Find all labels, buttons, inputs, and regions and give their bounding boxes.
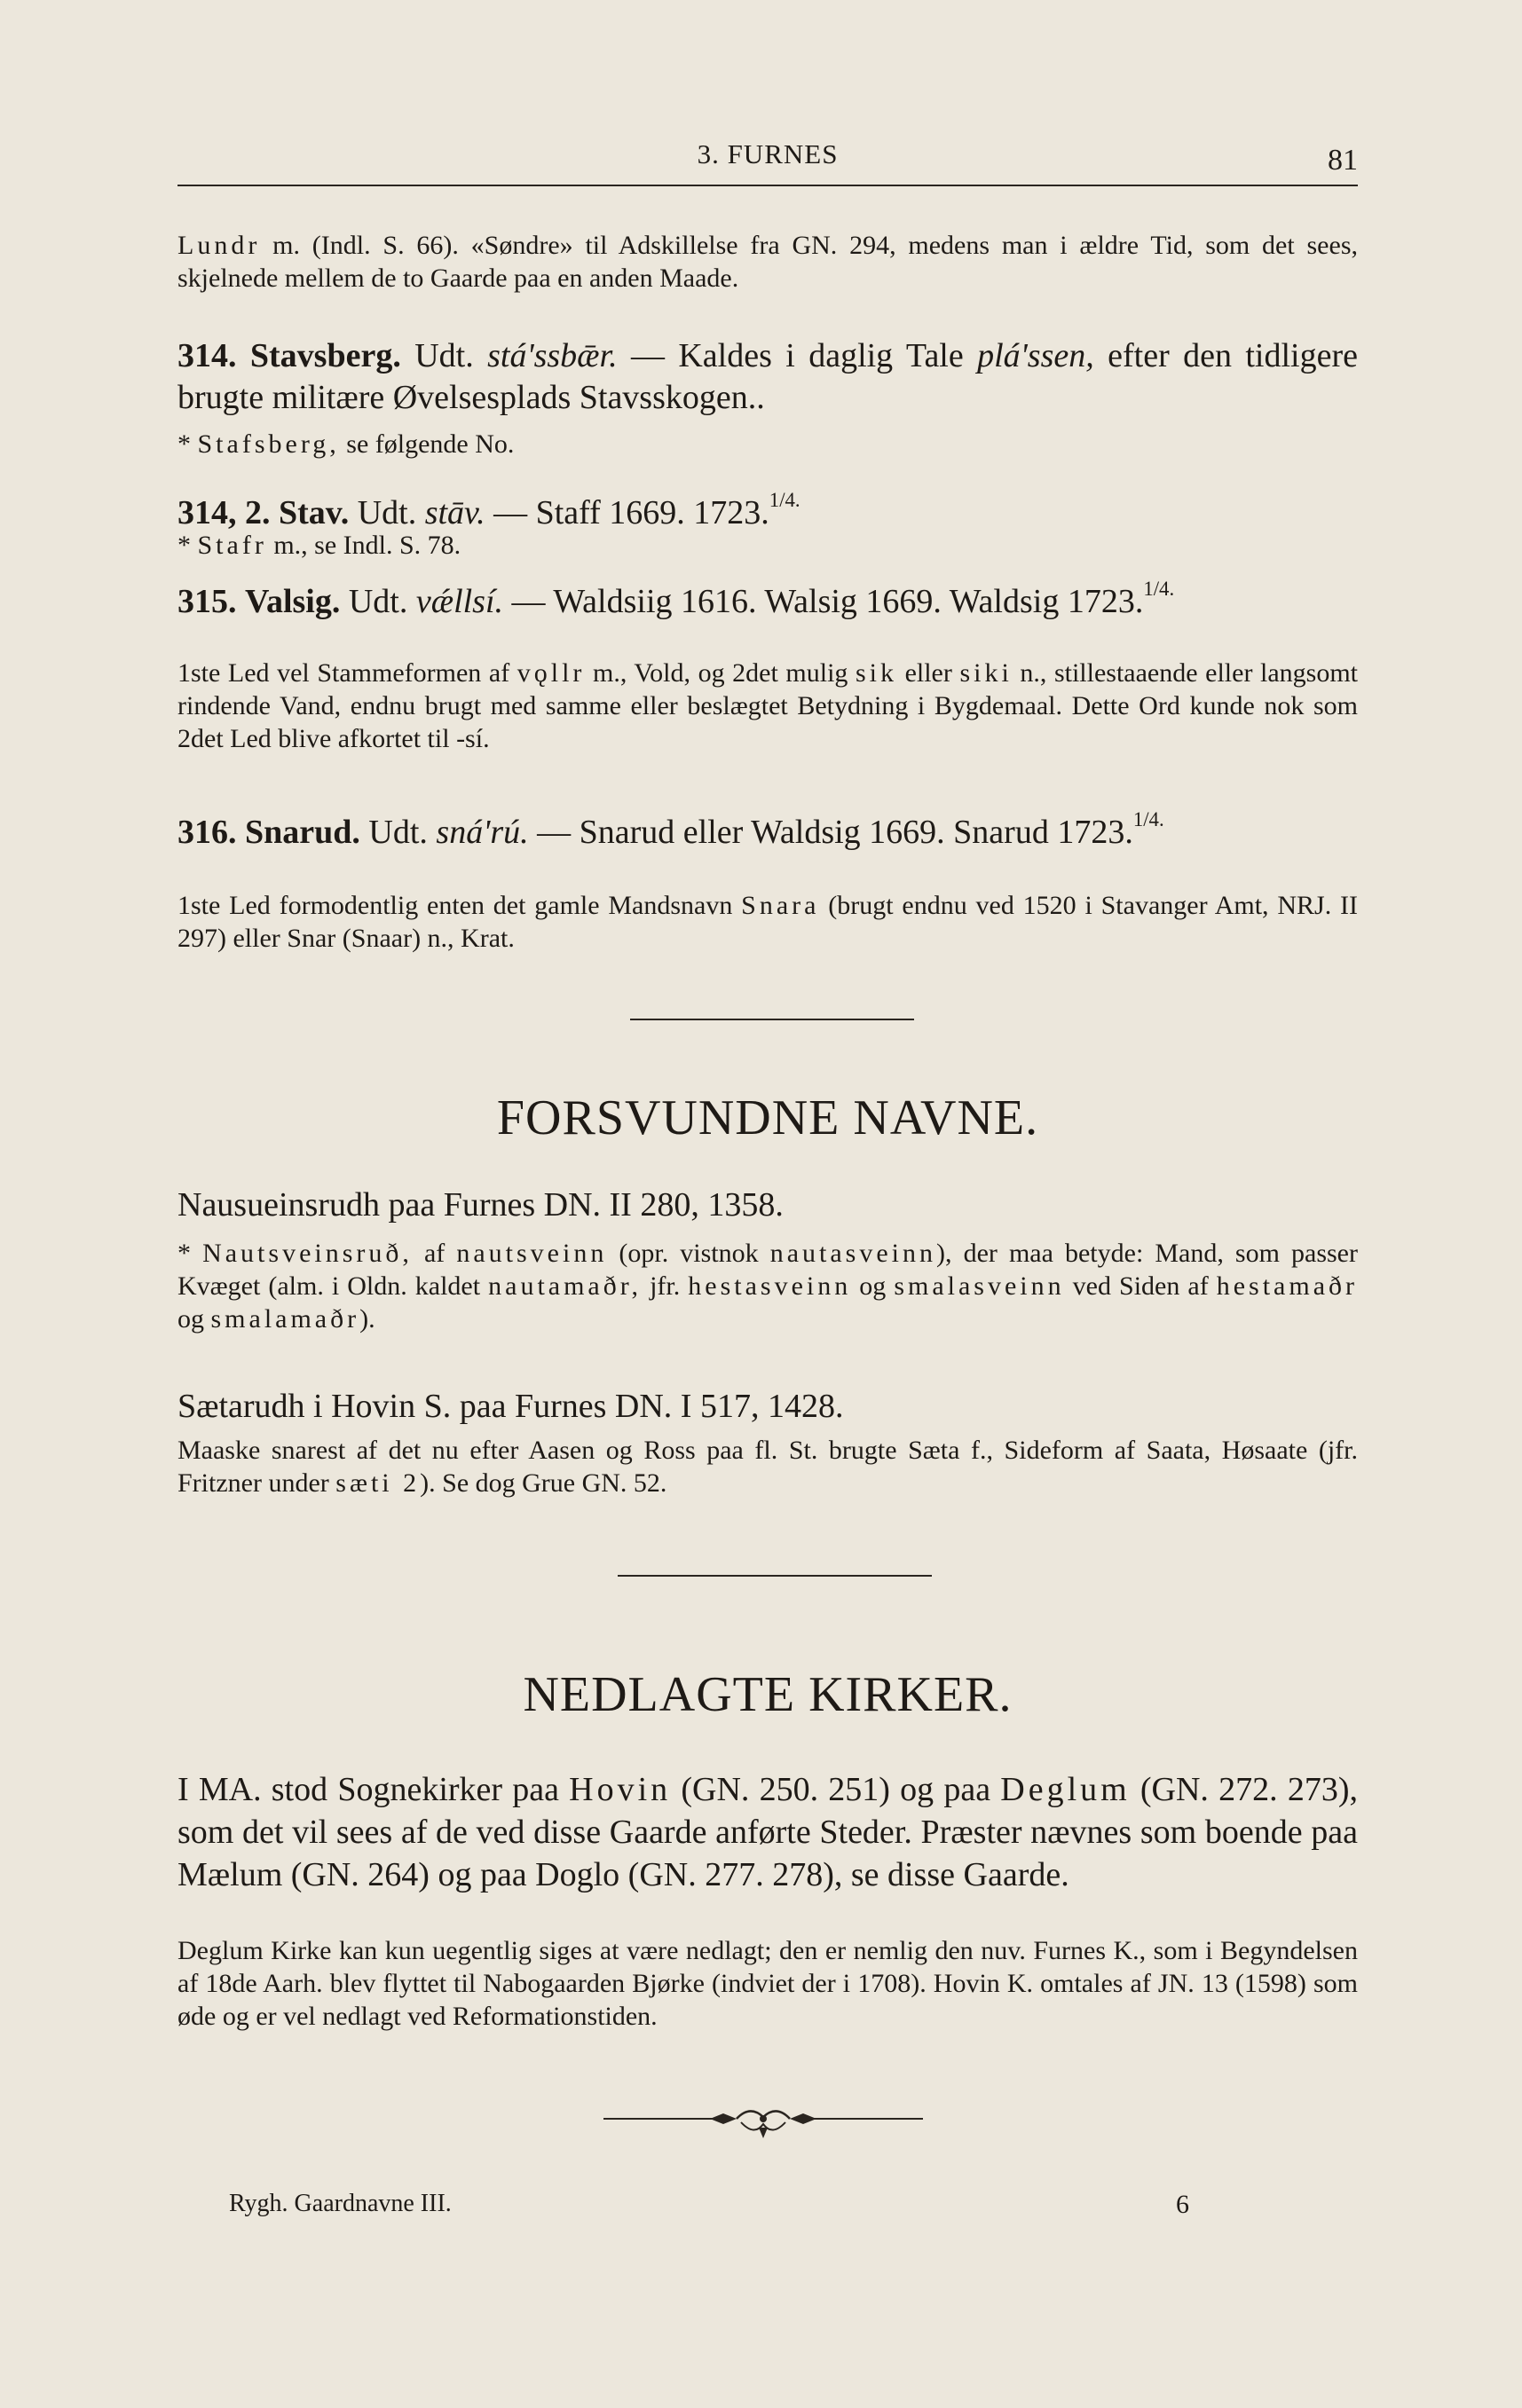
entry-314: 314. Stavsberg. Udt. stá'ssbǣr. — Kaldes i daglig Tale plá'ssen, efter den tidligere brugte militære Øvelsesplads Stavsskogen.. [177,337,1358,416]
heading-nedlagte-kirker: NEDLAGTE KIRKER. [523,1667,1013,1722]
intro-paragraph: Lundr m. (Indl. S. 66). «Søndre» til Adskillelse fra GN. 294, medens man i ældre Tid, som det sees, skjelnede mellem de to Gaarde paa en anden Maade. [177,231,1358,293]
page-number: 81 [1328,144,1358,177]
footer-title: Rygh. Gaardnavne III. [229,2190,452,2217]
entry-314-2-note: * Stafr m., se Indl. S. 78. [177,531,461,560]
section-divider-2 [618,1575,932,1577]
lost-name-2: Sætarudh i Hovin S. paa Furnes DN. I 517, 1428. [177,1388,844,1425]
entry-name: Stavsberg. [249,337,401,374]
entry-316-note: 1ste Led formodentlig enten det gamle Mandsnavn Snara (brugt endnu ved 1520 i Stavanger Amt, NRJ. II 297) eller Snar (Snaar) n., Krat. [177,891,1359,953]
lost-name-1: Nausueinsrudh paa Furnes DN. II 280, 1358. [177,1186,784,1224]
churches-paragraph: I MA. stod Sognekirker paa Hovin (GN. 250. 251) og paa Deglum (GN. 272. 273), som det vil sees af de ved disse Gaarde anførte Steder. Præster nævnes som boende paa Mælum (GN. 264) og paa Doglo (GN. 277. 278), se disse Gaarde. [177,1771,1358,1893]
entry-314-note: * Stafsberg, se følgende No. [177,429,515,459]
entry-314-2: 314, 2. Stav. Udt. stāv. — Staff 1669. 1723.$^{1/4.}$ [177,489,800,531]
entry-number: 314. [177,337,237,374]
entry-316: 316. Snarud. Udt. sná'rú. — Snarud eller Waldsig 1669. Snarud 1723.$^{1/4.}$ [177,808,1164,851]
churches-note: Deglum Kirke kan kun uegentlig siges at være nedlagt; den er nemlig den nuv. Furnes K., som i Begyndelsen af 18de Aarh. blev flyttet til Nabogaarden Bjørke (indviet der i 1708). Hovin K. omtales af JN. 13 (1598) som øde og er vel nedlagt ved Reformationstiden. [177,1936,1358,2031]
heading-forsvundne-navne: FORSVUNDNE NAVNE. [496,1090,1039,1145]
lost-name-2-note: Maaske snarest af det nu efter Aasen og Ross paa fl. St. brugte Sæta f., Sideform af Saata, Høsaate (jfr. Fritzner under sæti 2). Se dog Grue GN. 52. [177,1436,1358,1498]
lost-name-1-note: * Nautsveinsruð, af nautsveinn (opr. vistnok nautasveinn), der maa betyde: Mand, som passer Kvæget (alm. i Oldn. kaldet nautamaðr, jfr. hestasveinn og smalasveinn ved Siden af hestamaðr og smalamaðr). [177,1239,1359,1334]
entry-315-note: 1ste Led vel Stammeformen af vǫllr m., Vold, og 2det mulig sik eller siki n., stillestaaende eller langsomt rindende Vand, endnu brugt med samme eller beslægtet Betydning i Bygdemaal. Dette Ord kunde nok som 2det Led blive afkortet til -sí. [177,658,1359,753]
entry-315: 315. Valsig. Udt. vǽllsí. — Waldsiig 1616. Walsig 1669. Waldsig 1723.$^{1/4.}$ [177,578,1175,620]
section-divider [630,1019,914,1020]
signature-mark: 6 [1176,2190,1189,2219]
ornament-icon [603,2101,923,2142]
running-header [177,131,1358,186]
section-title: 3. FURNES [697,138,839,169]
